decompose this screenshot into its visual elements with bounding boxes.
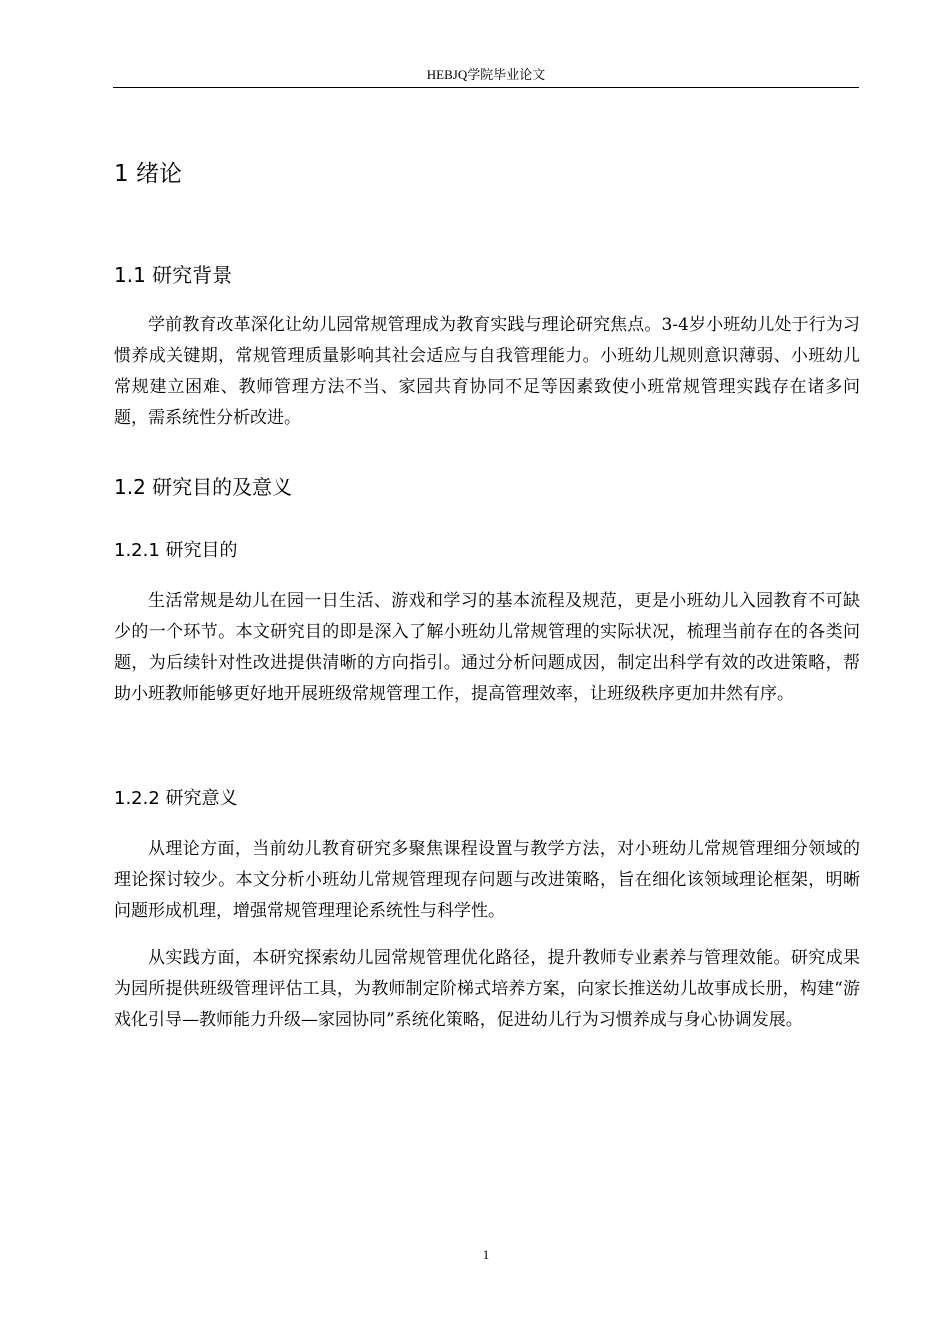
paragraph-background: 学前教育改革深化让幼儿园常规管理成为教育实践与理论研究焦点。3-4岁小班幼儿处于行为习惯养成关键期，常规管理质量影响其社会适应与自我管理能力。小班幼儿规则意识薄弱、小班幼儿常规建立困难、教师管理方法不当、家园共育协同不足等因素致使小班常规管理实践存在诸多问题，需系统性分析改进。 — [114, 315, 860, 428]
page-header: HEBJQ学院毕业论文 — [426, 67, 546, 82]
subsection-title-meaning: 1.2.2 研究意义 — [114, 788, 238, 809]
page-number: 1 — [482, 1247, 490, 1262]
paragraph-meaning-practice: 从实践方面，本研究探索幼儿园常规管理优化路径，提升教师专业素养与管理效能。研究成果为园所提供班级管理评估工具，为教师制定阶梯式培养方案，向家长推送幼儿故事成长册，构建“游戏化引导—教师能力升级—家园协同”系统化策略，促进幼儿行为习惯养成与身心协调发展。 — [114, 948, 860, 1030]
paragraph-purpose: 生活常规是幼儿在园一日生活、游戏和学习的基本流程及规范，更是小班幼儿入园教育不可缺少的一个环节。本文研究目的即是深入了解小班幼儿常规管理的实际状况，梳理当前存在的各类问题，为后续针对性改进提供清晰的方向指引。通过分析问题成因，制定出科学有效的改进策略，帮助小班教师能够更好地开展班级常规管理工作，提高管理效率，让班级秩序更加井然有序。 — [114, 591, 860, 704]
subsection-title-purpose: 1.2.1 研究目的 — [114, 540, 238, 561]
section-title-purpose-meaning: 1.2 研究目的及意义 — [114, 475, 293, 499]
chapter-title: 1 绪论 — [114, 161, 182, 187]
paragraph-meaning-theory: 从理论方面，当前幼儿教育研究多聚焦课程设置与教学方法，对小班幼儿常规管理细分领域的理论探讨较少。本文分析小班幼儿常规管理现存问题与改进策略，旨在细化该领域理论框架，明晰问题形成机理，增强常规管理理论系统性与科学性。 — [114, 839, 860, 921]
header-divider — [113, 87, 859, 88]
section-title-background: 1.1 研究背景 — [114, 263, 233, 287]
